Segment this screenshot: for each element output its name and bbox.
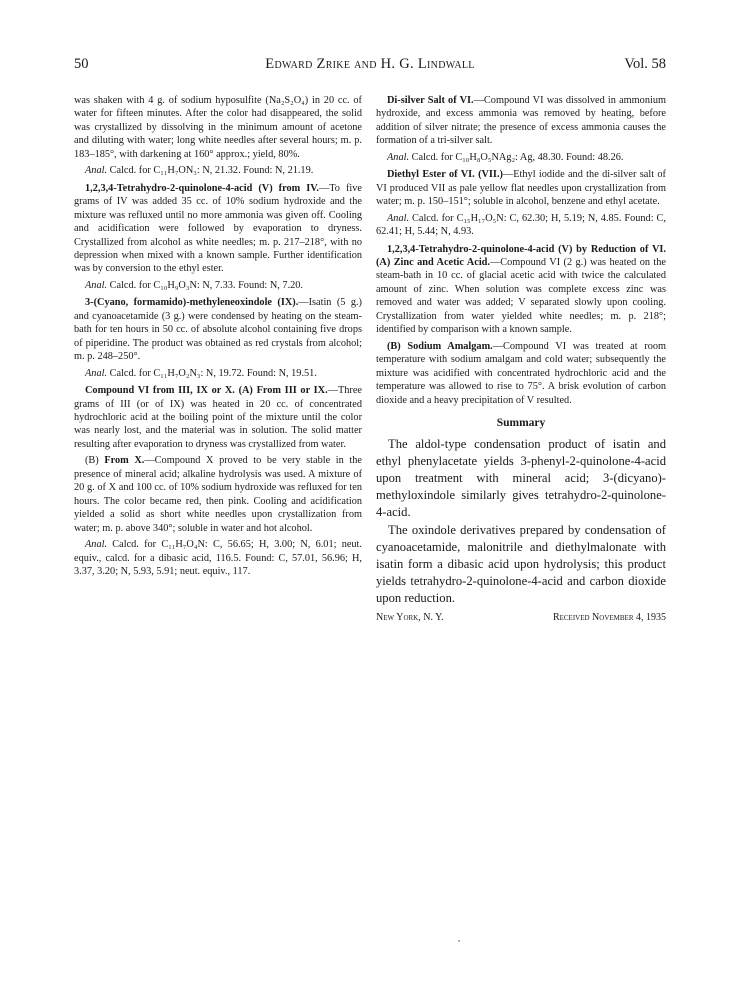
summary-heading: Summary	[496, 416, 546, 429]
analysis-line: Anal. Calcd. for C₁₅H₁₇O₅N: C, 62.30; H, 5.19; N, 4.85. Found: C, 62.41; H, 5.44; N, 4.93.	[376, 212, 666, 238]
volume-number: Vol. 58	[624, 56, 666, 72]
analysis-line: Anal. Calcd. for C₁₁H₇O₂N₃: N, 19.72. Found: N, 19.51.	[85, 367, 317, 379]
section-heading: Compound VI from III, IX or X. (A) From III or IX.	[85, 385, 328, 397]
section-heading: 3-(Cyano, formamido)-methyleneoxindole (IX).	[85, 297, 299, 309]
footer-line	[376, 611, 666, 627]
section-heading: 1,2,3,4-Tetrahydro-2-quinolone-4-acid (V) by Reduction of VI. (A) Zinc and Acetic Acid.	[376, 243, 666, 268]
section-paragraph: (B) From X.—Compound X proved to be very stable in the presence of mineral acid; alkaline hydrolysis was used. A mixture of 20 g. of X and 100 cc. of 10% sodium hydroxide was refluxed for ten hours. The color became red, then pink. Cooling and acidification yielded a solid as short white needles upon crystallization from water; m. p. above 340°; soluble in water and hot alcohol.	[74, 455, 362, 534]
analysis-line: Anal. Calcd. for C₁₁H₇O₄N: C, 56.65; H, 3.00; N, 6.01; neut. equiv., calcd. for a dibasic acid, 116.5. Found: C, 57.01, 56.96; H, 3.37, 3.20; N, 5.93, 5.91; neut. equiv., 117.	[74, 539, 362, 577]
summary-section	[376, 436, 666, 607]
analysis-line: Anal. Calcd. for C₁₁H₇ON₃: N, 21.32. Found: N, 21.19.	[85, 165, 314, 177]
section-heading: 1,2,3,4-Tetrahydro-2-quinolone-4-acid (V) from IV.	[85, 182, 319, 194]
section-heading: (B) Sodium Amalgam.	[387, 340, 493, 352]
section-paragraph: Di-silver Salt of VI.—Compound VI was dissolved in ammonium hydroxide, and excess ammonia was removed by heating, before addition of silver nitrate; the presence of excess ammonia causes the formation of a tri-silver salt.	[376, 95, 666, 147]
received-date: Received November 4, 1935	[552, 612, 666, 624]
analysis-line: Anal. Calcd. for C₁₀H₈O₅NAg₂: Ag, 48.30. Found: 48.26.	[387, 151, 624, 163]
section-paragraph: 1,2,3,4-Tetrahydro-2-quinolone-4-acid (V) from IV.—To five grams of IV was added 35 cc. of 10% sodium hydroxide and the mixture was refluxed until no more ammonia was given off. Cooling and acidification were followed by evaporation to dryness. Crystallized from alcohol as white needles; m. p. 217–218°, with no depression when mixed with a known sample. Further identification was by conversion to the ethyl ester.	[74, 182, 362, 275]
page-number: 50	[74, 56, 89, 72]
section-paragraph: 3-(Cyano, formamido)-methyleneoxindole (IX).—Isatin (5 g.) and cyanoacetamide (3 g.) were condensed by heating on the steam-bath for ten hours in 50 cc. of absolute alcohol containing five drops of piperidine. The product was obtained as red crystals from alcohol; m. p. 248–250°.	[74, 297, 362, 363]
page-speck	[458, 940, 460, 942]
analysis-line: Anal. Calcd. for C₁₀H₉O₃N: N, 7.33. Found: N, 7.20.	[85, 279, 304, 291]
affiliation-place: New York, N. Y.	[376, 612, 444, 624]
summary-paragraph: The aldol-type condensation product of isatin and ethyl phenylacetate yields 3-phenyl-2-quinolone-4-acid upon treatment with mineral acid; 3-(dicyano)-methyloxindole similarly gives tetrahydro-2-quinolone-4-acid.	[376, 437, 666, 520]
section-paragraph: 1,2,3,4-Tetrahydro-2-quinolone-4-acid (V) by Reduction of VI. (A) Zinc and Acetic Acid.—Compound VI (2 g.) was heated on the steam-bath in 10 cc. of glacial acetic acid with twice the calculated amount of zinc. When solution was complete excess zinc was removed and water was added; V separated slowly upon cooling. Crystallization from water yielded white needles; m. p. 218°; identified by comparison with a known sample.	[376, 243, 666, 336]
summary-paragraph: The oxindole derivatives prepared by condensation of cyanoacetamide, malonitrile and diethylmalonate with isatin form a dibasic acid upon hydrolysis; this product yields tetrahydro-2-quinolone-4-acid and carbon dioxide upon reduction.	[376, 523, 666, 606]
left-column	[74, 94, 362, 582]
section-paragraph: (B) Sodium Amalgam.—Compound VI was treated at room temperature with sodium amalgam and cold water; subsequently the mixture was acidified with concentrated hydrochloric acid and the temperature was allowed to rise to 75°. A brisk evolution of carbon dioxide and a heavy precipitation of V resulted.	[376, 340, 666, 406]
paragraph: was shaken with 4 g. of sodium hyposulfite (Na₂S₂O₄) in 20 cc. of water for fifteen minutes. After the color had disappeared, the solid was crystallized by dissolving in the minimum amount of acetone and diluting with water; long white needles after several hours; m. p. 183–185°, with darkening at 160° approx.; yield, 80%.	[74, 95, 362, 160]
section-heading: Di-silver Salt of VI.	[387, 95, 474, 106]
section-heading: From X.	[104, 455, 145, 467]
running-head-authors: Edward Zrike and H. G. Lindwall	[265, 56, 475, 72]
section-paragraph: Diethyl Ester of VI. (VII.)—Ethyl iodide and the di-silver salt of VI produced VII as pale yellow flat needles upon crystallization from water; m. p. 150–151°; soluble in alcohol, benzene and ethyl acetate.	[376, 169, 666, 208]
page-header	[74, 56, 666, 76]
section-heading: Diethyl Ester of VI. (VII.)	[387, 169, 503, 181]
section-paragraph: Compound VI from III, IX or X. (A) From III or IX.—Three grams of III (or of IX) was heated in 20 cc. of concentrated hydrochloric acid at the boiling point of the mixture until the color was nearly lost, and the material was in solution. The solid matter resulting after evaporation to dryness was crystallized from water.	[74, 385, 362, 450]
right-column	[376, 94, 666, 627]
